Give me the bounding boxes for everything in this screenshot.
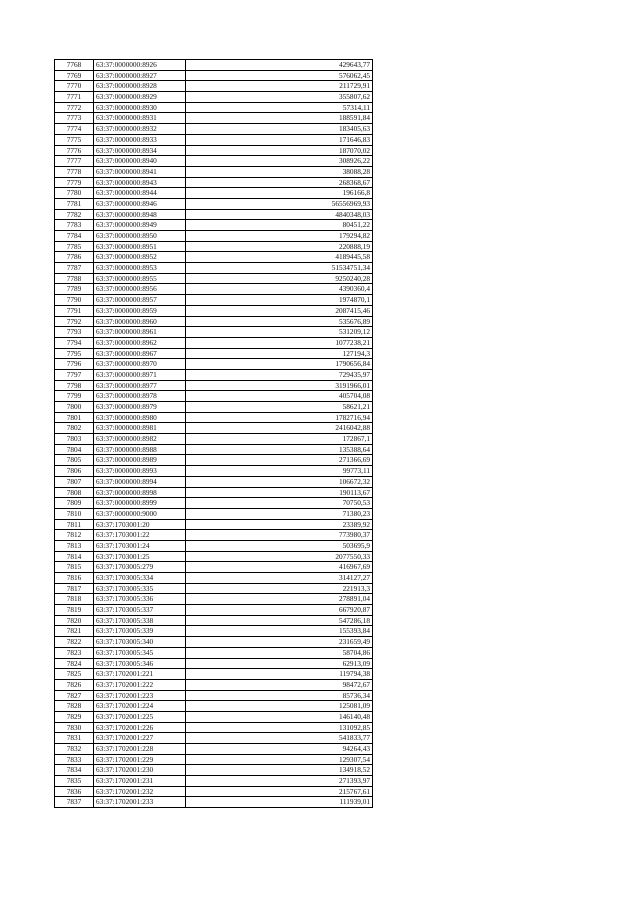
- cadastral-number-cell: 63:37:0000000:8955: [94, 273, 186, 284]
- table-row: [55, 647, 373, 658]
- table-row: [55, 359, 373, 370]
- row-number-cell: 7771: [55, 92, 94, 103]
- value-cell: 38088,28: [186, 166, 373, 177]
- cadastral-number-cell: 63:37:0000000:9000: [94, 508, 186, 519]
- cadastral-number-cell: 63:37:0000000:8962: [94, 337, 186, 348]
- value-cell: 135388,64: [186, 444, 373, 455]
- table-row: [55, 60, 373, 71]
- value-cell: 3191966,01: [186, 380, 373, 391]
- table-row: [55, 583, 373, 594]
- row-number-cell: 7822: [55, 637, 94, 648]
- row-number-cell: 7770: [55, 81, 94, 92]
- value-cell: 211729,91: [186, 81, 373, 92]
- table-row: [55, 605, 373, 616]
- row-number-cell: 7780: [55, 188, 94, 199]
- value-cell: 667920,87: [186, 605, 373, 616]
- table-row: [55, 380, 373, 391]
- value-cell: 278891,04: [186, 594, 373, 605]
- value-cell: 215767,61: [186, 786, 373, 797]
- value-cell: 4840348,03: [186, 209, 373, 220]
- cadastral-number-cell: 63:37:1702001:225: [94, 711, 186, 722]
- table-row: [55, 455, 373, 466]
- value-cell: 2077550,33: [186, 551, 373, 562]
- row-number-cell: 7787: [55, 263, 94, 274]
- cadastral-number-cell: 63:37:0000000:8979: [94, 402, 186, 413]
- table-row: [55, 316, 373, 327]
- table-row: [55, 487, 373, 498]
- cadastral-number-cell: 63:37:0000000:8989: [94, 455, 186, 466]
- cadastral-number-cell: 63:37:1703005:338: [94, 615, 186, 626]
- row-number-cell: 7775: [55, 134, 94, 145]
- value-cell: 119794,38: [186, 669, 373, 680]
- row-number-cell: 7810: [55, 508, 94, 519]
- row-number-cell: 7835: [55, 776, 94, 787]
- table-row: [55, 733, 373, 744]
- table-row: [55, 786, 373, 797]
- cadastral-number-cell: 63:37:0000000:8971: [94, 369, 186, 380]
- row-number-cell: 7807: [55, 476, 94, 487]
- row-number-cell: 7837: [55, 797, 94, 808]
- row-number-cell: 7782: [55, 209, 94, 220]
- value-cell: 308926,22: [186, 156, 373, 167]
- table-row: [55, 573, 373, 584]
- row-number-cell: 7777: [55, 156, 94, 167]
- table-row: [55, 113, 373, 124]
- data-table-body: [55, 60, 373, 808]
- cadastral-number-cell: 63:37:0000000:8981: [94, 423, 186, 434]
- row-number-cell: 7819: [55, 605, 94, 616]
- table-row: [55, 765, 373, 776]
- table-row: [55, 508, 373, 519]
- row-number-cell: 7802: [55, 423, 94, 434]
- row-number-cell: 7808: [55, 487, 94, 498]
- value-cell: 58621,21: [186, 402, 373, 413]
- value-cell: 99773,11: [186, 466, 373, 477]
- value-cell: 127194,3: [186, 348, 373, 359]
- table-row: [55, 70, 373, 81]
- cadastral-number-cell: 63:37:0000000:8967: [94, 348, 186, 359]
- table-row: [55, 498, 373, 509]
- row-number-cell: 7827: [55, 690, 94, 701]
- table-row: [55, 690, 373, 701]
- row-number-cell: 7832: [55, 744, 94, 755]
- cadastral-number-cell: 63:37:1702001:227: [94, 733, 186, 744]
- value-cell: 106672,32: [186, 476, 373, 487]
- cadastral-number-cell: 63:37:0000000:8928: [94, 81, 186, 92]
- table-row: [55, 284, 373, 295]
- cadastral-number-cell: 63:37:1702001:230: [94, 765, 186, 776]
- cadastral-number-cell: 63:37:1702001:222: [94, 679, 186, 690]
- cadastral-number-cell: 63:37:0000000:8956: [94, 284, 186, 295]
- row-number-cell: 7820: [55, 615, 94, 626]
- value-cell: 190113,67: [186, 487, 373, 498]
- table-row: [55, 551, 373, 562]
- cadastral-number-cell: 63:37:1702001:233: [94, 797, 186, 808]
- row-number-cell: 7791: [55, 305, 94, 316]
- cadastral-number-cell: 63:37:0000000:8957: [94, 295, 186, 306]
- cadastral-number-cell: 63:37:0000000:8944: [94, 188, 186, 199]
- row-number-cell: 7783: [55, 220, 94, 231]
- cadastral-number-cell: 63:37:0000000:8940: [94, 156, 186, 167]
- row-number-cell: 7806: [55, 466, 94, 477]
- row-number-cell: 7784: [55, 231, 94, 242]
- value-cell: 1077238,21: [186, 337, 373, 348]
- cadastral-number-cell: 63:37:0000000:8927: [94, 70, 186, 81]
- table-row: [55, 188, 373, 199]
- value-cell: 183405,63: [186, 124, 373, 135]
- cadastral-number-cell: 63:37:0000000:8960: [94, 316, 186, 327]
- table-row: [55, 156, 373, 167]
- row-number-cell: 7794: [55, 337, 94, 348]
- value-cell: 70750,53: [186, 498, 373, 509]
- table-row: [55, 177, 373, 188]
- cadastral-number-cell: 63:37:1703005:345: [94, 647, 186, 658]
- cadastral-number-cell: 63:37:0000000:8998: [94, 487, 186, 498]
- cadastral-number-cell: 63:37:0000000:8926: [94, 60, 186, 71]
- cadastral-number-cell: 63:37:0000000:8931: [94, 113, 186, 124]
- row-number-cell: 7772: [55, 102, 94, 113]
- cadastral-number-cell: 63:37:0000000:8932: [94, 124, 186, 135]
- value-cell: 1782716,94: [186, 412, 373, 423]
- value-cell: 196166,8: [186, 188, 373, 199]
- row-number-cell: 7825: [55, 669, 94, 680]
- value-cell: 146140,48: [186, 711, 373, 722]
- row-number-cell: 7804: [55, 444, 94, 455]
- row-number-cell: 7826: [55, 679, 94, 690]
- cadastral-number-cell: 63:37:0000000:8961: [94, 327, 186, 338]
- value-cell: 503695,9: [186, 540, 373, 551]
- row-number-cell: 7774: [55, 124, 94, 135]
- table-row: [55, 476, 373, 487]
- table-row: [55, 754, 373, 765]
- value-cell: 547286,18: [186, 615, 373, 626]
- table-row: [55, 519, 373, 530]
- row-number-cell: 7796: [55, 359, 94, 370]
- cadastral-number-cell: 63:37:1702001:228: [94, 744, 186, 755]
- row-number-cell: 7830: [55, 722, 94, 733]
- cadastral-number-cell: 63:37:1702001:223: [94, 690, 186, 701]
- table-row: [55, 722, 373, 733]
- cadastral-number-cell: 63:37:0000000:8933: [94, 134, 186, 145]
- table-row: [55, 797, 373, 808]
- cadastral-number-cell: 63:37:1703001:22: [94, 530, 186, 541]
- table-row: [55, 412, 373, 423]
- table-row: [55, 209, 373, 220]
- table-row: [55, 241, 373, 252]
- table-row: [55, 134, 373, 145]
- cadastral-number-cell: 63:37:0000000:8959: [94, 305, 186, 316]
- cadastral-number-cell: 63:37:0000000:8977: [94, 380, 186, 391]
- cadastral-number-cell: 63:37:1702001:232: [94, 786, 186, 797]
- row-number-cell: 7829: [55, 711, 94, 722]
- value-cell: 1790656,84: [186, 359, 373, 370]
- table-row: [55, 701, 373, 712]
- cadastral-number-cell: 63:37:1703005:346: [94, 658, 186, 669]
- row-number-cell: 7792: [55, 316, 94, 327]
- value-cell: 155393,84: [186, 626, 373, 637]
- cadastral-number-cell: 63:37:0000000:8951: [94, 241, 186, 252]
- value-cell: 85736,34: [186, 690, 373, 701]
- row-number-cell: 7785: [55, 241, 94, 252]
- value-cell: 23389,92: [186, 519, 373, 530]
- table-row: [55, 231, 373, 242]
- value-cell: 179294,82: [186, 231, 373, 242]
- row-number-cell: 7769: [55, 70, 94, 81]
- row-number-cell: 7781: [55, 198, 94, 209]
- row-number-cell: 7773: [55, 113, 94, 124]
- cadastral-number-cell: 63:37:1703001:24: [94, 540, 186, 551]
- cadastral-number-cell: 63:37:1702001:229: [94, 754, 186, 765]
- row-number-cell: 7833: [55, 754, 94, 765]
- cadastral-number-cell: 63:37:0000000:8948: [94, 209, 186, 220]
- table-row: [55, 711, 373, 722]
- cadastral-number-cell: 63:37:0000000:8994: [94, 476, 186, 487]
- cadastral-number-cell: 63:37:1703005:339: [94, 626, 186, 637]
- table-row: [55, 444, 373, 455]
- table-row: [55, 391, 373, 402]
- table-row: [55, 81, 373, 92]
- table-row: [55, 263, 373, 274]
- value-cell: 80451,22: [186, 220, 373, 231]
- table-row: [55, 776, 373, 787]
- row-number-cell: 7834: [55, 765, 94, 776]
- table-row: [55, 369, 373, 380]
- value-cell: 416967,69: [186, 562, 373, 573]
- cadastral-number-cell: 63:37:0000000:8970: [94, 359, 186, 370]
- row-number-cell: 7828: [55, 701, 94, 712]
- cadastral-number-cell: 63:37:1702001:224: [94, 701, 186, 712]
- value-cell: 535676,89: [186, 316, 373, 327]
- row-number-cell: 7823: [55, 647, 94, 658]
- cadastral-number-cell: 63:37:1703005:334: [94, 573, 186, 584]
- row-number-cell: 7809: [55, 498, 94, 509]
- cadastral-number-cell: 63:37:1703005:335: [94, 583, 186, 594]
- row-number-cell: 7790: [55, 295, 94, 306]
- table-row: [55, 92, 373, 103]
- cadastral-number-cell: 63:37:1703001:25: [94, 551, 186, 562]
- table-row: [55, 615, 373, 626]
- row-number-cell: 7789: [55, 284, 94, 295]
- cadastral-number-cell: 63:37:0000000:8930: [94, 102, 186, 113]
- row-number-cell: 7814: [55, 551, 94, 562]
- table-row: [55, 466, 373, 477]
- cadastral-number-cell: 63:37:0000000:8980: [94, 412, 186, 423]
- value-cell: 268368,67: [186, 177, 373, 188]
- cadastral-number-cell: 63:37:1702001:226: [94, 722, 186, 733]
- table-row: [55, 744, 373, 755]
- table-row: [55, 594, 373, 605]
- row-number-cell: 7768: [55, 60, 94, 71]
- value-cell: 2416042,88: [186, 423, 373, 434]
- row-number-cell: 7811: [55, 519, 94, 530]
- cadastral-number-cell: 63:37:0000000:8978: [94, 391, 186, 402]
- value-cell: 125081,09: [186, 701, 373, 712]
- row-number-cell: 7815: [55, 562, 94, 573]
- cadastral-number-cell: 63:37:1703001:20: [94, 519, 186, 530]
- value-cell: 541833,77: [186, 733, 373, 744]
- cadastral-number-cell: 63:37:0000000:8950: [94, 231, 186, 242]
- value-cell: 172867,1: [186, 434, 373, 445]
- cadastral-number-cell: 63:37:0000000:8943: [94, 177, 186, 188]
- value-cell: 231659,49: [186, 637, 373, 648]
- table-row: [55, 402, 373, 413]
- row-number-cell: 7798: [55, 380, 94, 391]
- value-cell: 134918,52: [186, 765, 373, 776]
- table-row: [55, 658, 373, 669]
- table-row: [55, 327, 373, 338]
- table-row: [55, 348, 373, 359]
- table-row: [55, 295, 373, 306]
- table-row: [55, 540, 373, 551]
- row-number-cell: 7801: [55, 412, 94, 423]
- table-row: [55, 423, 373, 434]
- value-cell: 187070,02: [186, 145, 373, 156]
- row-number-cell: 7824: [55, 658, 94, 669]
- table-row: [55, 669, 373, 680]
- row-number-cell: 7778: [55, 166, 94, 177]
- cadastral-number-cell: 63:37:0000000:8999: [94, 498, 186, 509]
- value-cell: 171646,83: [186, 134, 373, 145]
- value-cell: 355807,62: [186, 92, 373, 103]
- value-cell: 531209,12: [186, 327, 373, 338]
- cadastral-number-cell: 63:37:0000000:8949: [94, 220, 186, 231]
- table-row: [55, 434, 373, 445]
- row-number-cell: 7800: [55, 402, 94, 413]
- row-number-cell: 7795: [55, 348, 94, 359]
- value-cell: 773980,37: [186, 530, 373, 541]
- cadastral-number-cell: 63:37:0000000:8982: [94, 434, 186, 445]
- table-row: [55, 102, 373, 113]
- row-number-cell: 7816: [55, 573, 94, 584]
- row-number-cell: 7776: [55, 145, 94, 156]
- cadastral-number-cell: 63:37:1703005:279: [94, 562, 186, 573]
- value-cell: 2087415,46: [186, 305, 373, 316]
- value-cell: 221913,3: [186, 583, 373, 594]
- value-cell: 271393,97: [186, 776, 373, 787]
- value-cell: 56556969,93: [186, 198, 373, 209]
- value-cell: 220888,19: [186, 241, 373, 252]
- row-number-cell: 7779: [55, 177, 94, 188]
- cadastral-number-cell: 63:37:0000000:8952: [94, 252, 186, 263]
- row-number-cell: 7821: [55, 626, 94, 637]
- table-row: [55, 562, 373, 573]
- value-cell: 62913,09: [186, 658, 373, 669]
- table-row: [55, 198, 373, 209]
- value-cell: 111939,01: [186, 797, 373, 808]
- row-number-cell: 7788: [55, 273, 94, 284]
- row-number-cell: 7786: [55, 252, 94, 263]
- row-number-cell: 7812: [55, 530, 94, 541]
- value-cell: 576062,45: [186, 70, 373, 81]
- value-cell: 9250240,28: [186, 273, 373, 284]
- value-cell: 1974870,1: [186, 295, 373, 306]
- data-table: [54, 59, 373, 808]
- table-row: [55, 637, 373, 648]
- table-row: [55, 530, 373, 541]
- cadastral-number-cell: 63:37:0000000:8993: [94, 466, 186, 477]
- value-cell: 98472,67: [186, 679, 373, 690]
- value-cell: 131092,85: [186, 722, 373, 733]
- row-number-cell: 7793: [55, 327, 94, 338]
- value-cell: 51534751,34: [186, 263, 373, 274]
- value-cell: 729435,97: [186, 369, 373, 380]
- table-row: [55, 145, 373, 156]
- table-row: [55, 273, 373, 284]
- table-row: [55, 166, 373, 177]
- row-number-cell: 7803: [55, 434, 94, 445]
- table-row: [55, 337, 373, 348]
- value-cell: 129307,54: [186, 754, 373, 765]
- value-cell: 314127,27: [186, 573, 373, 584]
- value-cell: 94264,43: [186, 744, 373, 755]
- value-cell: 57314,11: [186, 102, 373, 113]
- row-number-cell: 7836: [55, 786, 94, 797]
- cadastral-number-cell: 63:37:0000000:8988: [94, 444, 186, 455]
- cadastral-number-cell: 63:37:0000000:8953: [94, 263, 186, 274]
- value-cell: 71380,23: [186, 508, 373, 519]
- value-cell: 188591,84: [186, 113, 373, 124]
- value-cell: 429643,77: [186, 60, 373, 71]
- row-number-cell: 7797: [55, 369, 94, 380]
- cadastral-number-cell: 63:37:1703005:340: [94, 637, 186, 648]
- table-row: [55, 679, 373, 690]
- cadastral-number-cell: 63:37:1702001:231: [94, 776, 186, 787]
- row-number-cell: 7805: [55, 455, 94, 466]
- table-row: [55, 220, 373, 231]
- row-number-cell: 7813: [55, 540, 94, 551]
- cadastral-number-cell: 63:37:1703005:337: [94, 605, 186, 616]
- row-number-cell: 7831: [55, 733, 94, 744]
- cadastral-number-cell: 63:37:0000000:8934: [94, 145, 186, 156]
- value-cell: 405704,08: [186, 391, 373, 402]
- value-cell: 4189445,58: [186, 252, 373, 263]
- cadastral-number-cell: 63:37:1703005:336: [94, 594, 186, 605]
- value-cell: 4390360,4: [186, 284, 373, 295]
- row-number-cell: 7817: [55, 583, 94, 594]
- cadastral-number-cell: 63:37:0000000:8941: [94, 166, 186, 177]
- cadastral-number-cell: 63:37:0000000:8929: [94, 92, 186, 103]
- value-cell: 271366,69: [186, 455, 373, 466]
- table-row: [55, 626, 373, 637]
- table-row: [55, 252, 373, 263]
- table-row: [55, 305, 373, 316]
- value-cell: 58704,86: [186, 647, 373, 658]
- cadastral-number-cell: 63:37:0000000:8946: [94, 198, 186, 209]
- row-number-cell: 7799: [55, 391, 94, 402]
- row-number-cell: 7818: [55, 594, 94, 605]
- cadastral-number-cell: 63:37:1702001:221: [94, 669, 186, 680]
- table-row: [55, 124, 373, 135]
